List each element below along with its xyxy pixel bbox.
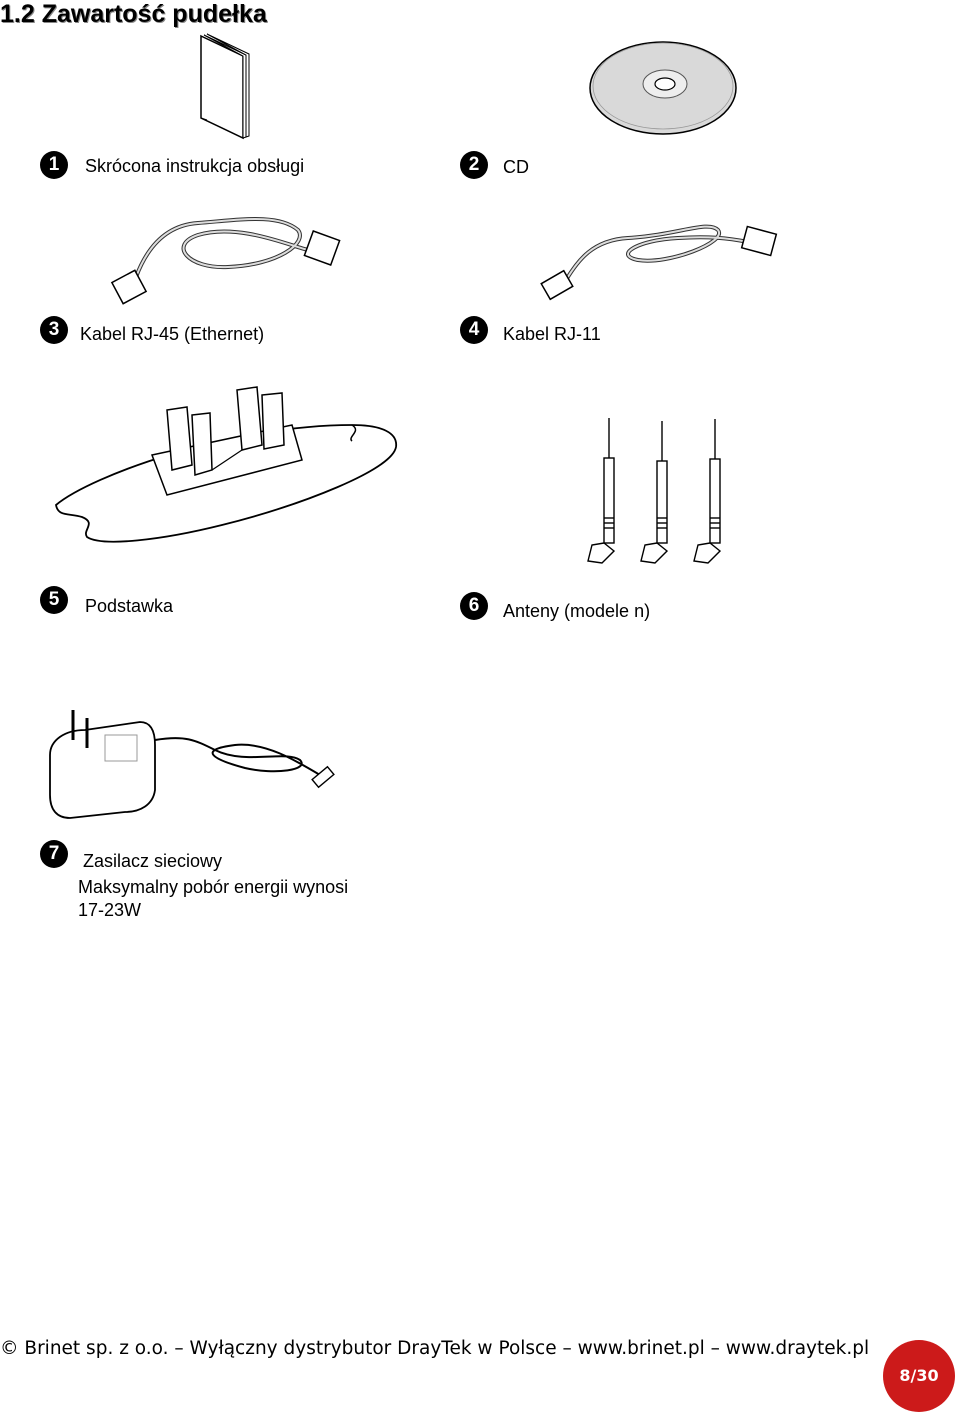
item-2-number: 2 (460, 151, 488, 179)
rj45-cable-icon (108, 205, 343, 310)
item-7-label: Zasilacz sieciowy (83, 851, 223, 871)
antennas-icon (582, 413, 732, 573)
rj11-cable-icon (538, 210, 786, 305)
item-3-number: 3 (40, 316, 68, 344)
section-title: 1.2 Zawartość pudełka (0, 0, 267, 28)
page-number-badge: 8/30 (883, 1340, 955, 1412)
item-5-label: Podstawka (85, 596, 174, 616)
stand-icon (52, 385, 400, 545)
item-3-label: Kabel RJ-45 (Ethernet) (80, 324, 265, 344)
item-4-label: Kabel RJ-11 (503, 324, 601, 344)
item-6-label: Anteny (modele n) (503, 601, 651, 621)
item-4-number: 4 (460, 316, 488, 344)
footer-text: © Brinet sp. z o.o. – Wyłączny dystrybutor DrayTek w Polsce – www.brinet.pl – www.draytek.pl (0, 1338, 870, 1359)
item-7-number: 7 (40, 840, 68, 868)
item-1-number: 1 (40, 151, 68, 179)
power-adapter-icon (45, 700, 340, 820)
item-2-label: CD (503, 157, 529, 177)
item-7-description-line2: 17-23W (78, 900, 142, 920)
cd-icon (588, 38, 738, 136)
item-5-number: 5 (40, 586, 68, 614)
booklet-icon (195, 34, 255, 140)
item-6-number: 6 (460, 592, 488, 620)
item-7-description-line1: Maksymalny pobór energii wynosi (78, 877, 349, 897)
item-1-label: Skrócona instrukcja obsługi (85, 156, 305, 176)
